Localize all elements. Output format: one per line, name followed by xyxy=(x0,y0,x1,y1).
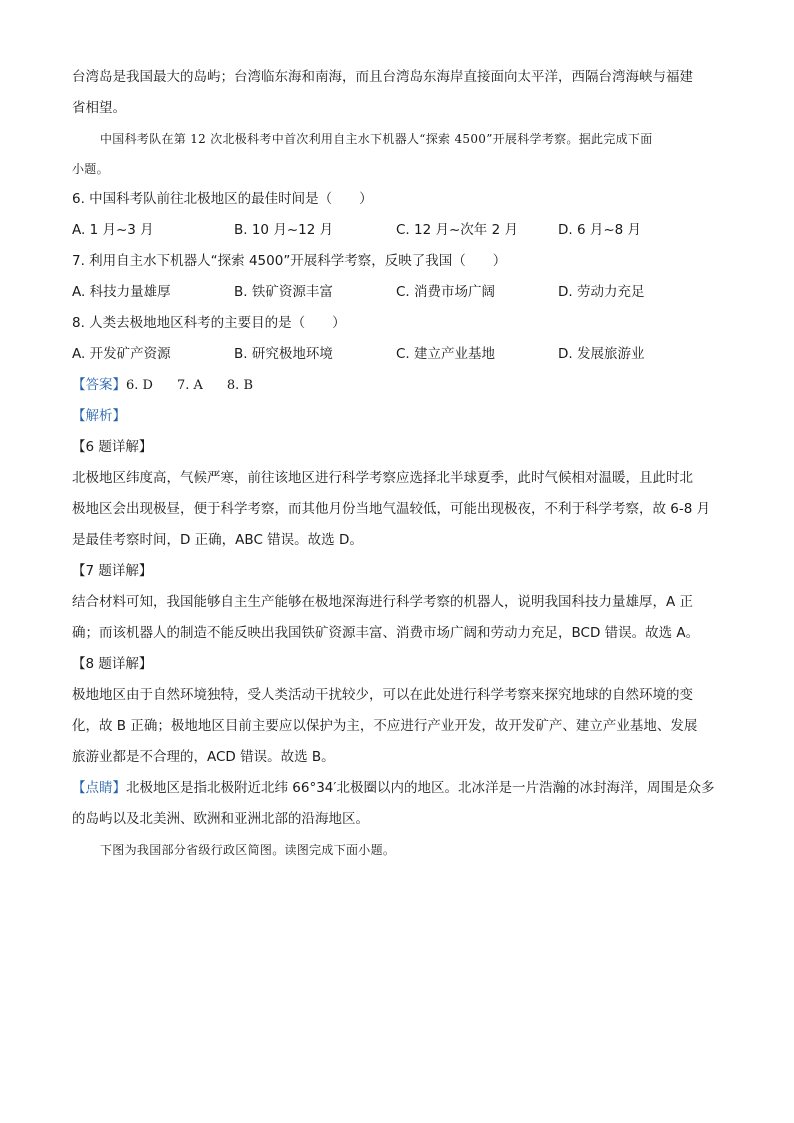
material-line: 中国科考队在第 12 次北极科考中首次利用自主水下机器人“探索 4500”开展科学考察。据此完成下面 xyxy=(100,132,653,146)
option-c: C. 消费市场广阔 xyxy=(396,284,496,300)
detail-line: 旅游业都是不合理的，ACD 错误。故选 B。 xyxy=(72,749,335,765)
detail-line: 北极地区纬度高，气候严寒，前往该地区进行科学考察应选择北半球夏季，此时气候相对温暖，且此时北 xyxy=(72,470,693,486)
answer-6: 6. D xyxy=(126,378,153,393)
analysis-heading: 【解析】 xyxy=(72,408,126,424)
option-b: B. 研究极地环境 xyxy=(234,346,333,362)
answer-8: 8. B xyxy=(226,378,253,393)
detail-line: 是最佳考察时间，D 正确，ABC 错误。故选 D。 xyxy=(72,532,363,548)
question-options xyxy=(72,339,722,370)
answer-line xyxy=(72,370,722,401)
question-options xyxy=(72,215,722,246)
material-line: 小题。 xyxy=(72,162,109,176)
detail-heading-6: 【6 题详解】 xyxy=(72,439,153,455)
question-stem: 8. 人类去极地地区科考的主要目的是（ ） xyxy=(72,315,346,331)
detail-heading-8: 【8 题详解】 xyxy=(72,656,153,672)
answer-values xyxy=(126,378,277,393)
option-a: A. 科技力量雄厚 xyxy=(72,284,171,300)
intro-line: 台湾岛是我国最大的岛屿；台湾临东海和南海，而且台湾岛东海岸直接面向太平洋，西隔台湾海峡与福建 xyxy=(72,69,693,85)
question-options xyxy=(72,277,722,308)
option-b: B. 10 月~12 月 xyxy=(234,222,334,238)
answer-tag: 【答案】 xyxy=(72,377,126,393)
detail-line: 极地区会出现极昼，便于科学考察，而其他月份当地气温较低，可能出现极夜，不利于科学考察，故 6-8 月 xyxy=(72,501,711,517)
option-d: D. 发展旅游业 xyxy=(558,346,645,362)
point-tag: 【点睛】 xyxy=(72,780,126,796)
intro-line: 省相望。 xyxy=(72,100,126,116)
next-intro: 下图为我国部分省级行政区简图。读图完成下面小题。 xyxy=(100,843,396,857)
option-d: D. 劳动力充足 xyxy=(558,284,645,300)
option-d: D. 6 月~8 月 xyxy=(558,222,642,238)
detail-heading-7: 【7 题详解】 xyxy=(72,563,153,579)
detail-line: 化，故 B 正确；极地地区目前主要应以保护为主，不应进行产业开发，故开发矿产、建立产业基地、发展 xyxy=(72,718,698,734)
detail-line: 结合材料可知，我国能够自主生产能够在极地深海进行科学考察的机器人，说明我国科技力量雄厚，A 正 xyxy=(72,594,694,610)
option-a: A. 1 月~3 月 xyxy=(72,222,154,238)
option-b: B. 铁矿资源丰富 xyxy=(234,284,333,300)
question-stem: 7. 利用自主水下机器人“探索 4500”开展科学考察，反映了我国（ ） xyxy=(72,253,507,269)
point-line: 的岛屿以及北美洲、欧洲和亚洲北部的沿海地区。 xyxy=(72,811,369,827)
point-line: 【点睛】北极地区是指北极附近北纬 66°34′北极圈以内的地区。北冰洋是一片浩瀚的冰封海洋，周围是众多 xyxy=(72,780,715,796)
question-stem: 6. 中国科考队前往北极地区的最佳时间是（ ） xyxy=(72,191,373,207)
option-c: C. 建立产业基地 xyxy=(396,346,496,362)
detail-line: 确；而该机器人的制造不能反映出我国铁矿资源丰富、消费市场广阔和劳动力充足，BCD 错误。故选 A。 xyxy=(72,625,700,641)
option-c: C. 12 月~次年 2 月 xyxy=(396,222,518,238)
document-page xyxy=(72,62,722,865)
answer-7: 7. A xyxy=(176,378,203,393)
detail-line: 极地地区由于自然环境独特，受人类活动干扰较少，可以在此处进行科学考察来探究地球的自然环境的变 xyxy=(72,687,693,703)
option-a: A. 开发矿产资源 xyxy=(72,346,171,362)
